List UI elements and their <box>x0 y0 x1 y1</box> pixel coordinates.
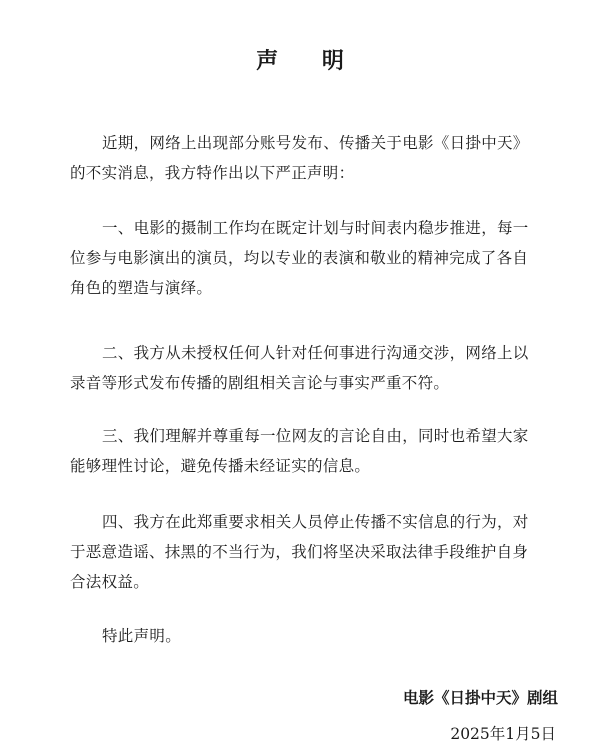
document-title: 声 明 <box>256 48 362 74</box>
intro-paragraph: 近期，网络上出现部分账号发布、传播关于电影《日掛中天》的不实消息，我方特作出以下严正声明： <box>70 134 529 182</box>
statement-item-2: 二、我方从未授权任何人针对任何事进行沟通交涉，网络上以录音等形式发布传播的剧组相关言论与事实严重不符。 <box>70 344 529 392</box>
statement-item-4: 四、我方在此郑重要求相关人员停止传播不实信息的行为，对于恶意造谣、抹黑的不当行为，我们将坚决采取法律手段维护自身合法权益。 <box>70 513 529 591</box>
closing-line: 特此声明。 <box>102 627 182 645</box>
statement-item-1: 一、电影的摄制工作均在既定计划与时间表内稳步推进，每一位参与电影演出的演员，均以专业的表演和敬业的精神完成了各自角色的塑造与演绎。 <box>70 219 529 297</box>
signature-date: 2025年1月5日 <box>450 725 556 743</box>
statement-item-3: 三、我们理解并尊重每一位网友的言论自由，同时也希望大家能够理性讨论，避免传播未经证实的信息。 <box>70 427 529 475</box>
signature-organization: 电影《日掛中天》剧组 <box>402 688 558 707</box>
